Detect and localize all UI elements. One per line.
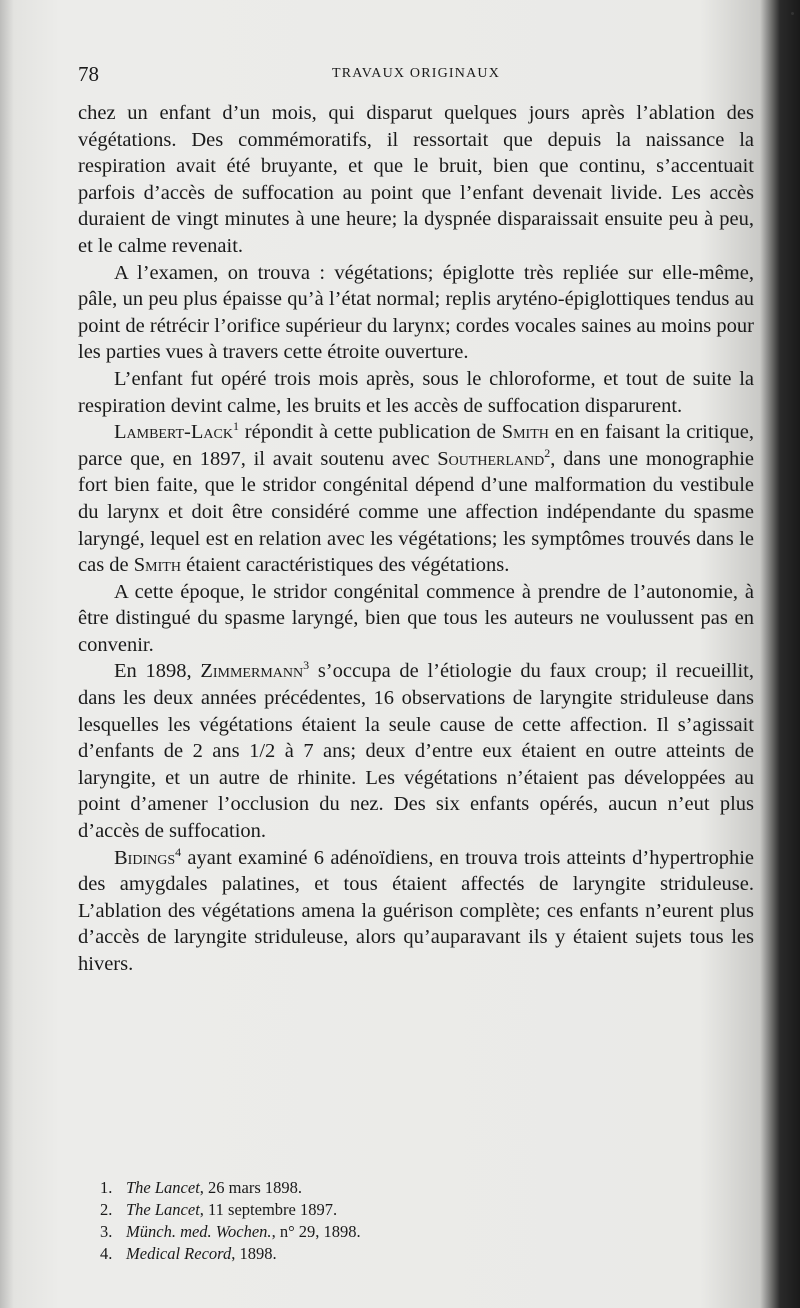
footnote-source: The Lancet xyxy=(126,1178,200,1197)
footnote-detail: , n° 29, 1898. xyxy=(271,1222,361,1241)
author-smith-2: Smith xyxy=(133,554,181,577)
running-head: TRAVAUX ORIGINAUX xyxy=(331,66,501,81)
footnote-number: 1. xyxy=(100,1178,113,1197)
ink-speck xyxy=(791,12,794,15)
author-zimmermann: Zimmermann xyxy=(200,660,304,683)
paragraph-4-text-c: , dans une monographie fort bien faite, que le stridor congénital dépend d’une malformation du vestibule du larynx et doit être considéré comme une affection indépendante du spasme laryngé, lequel est en relation avec les végétations; les symptômes trouvés dans le cas de xyxy=(78,447,755,577)
paragraph-4-text-d: étaient caractéristiques des végétations. xyxy=(180,554,510,577)
footnote-source: The Lancet xyxy=(126,1200,200,1219)
footnote-number: 3. xyxy=(100,1222,113,1241)
footnote-ref-1: 1 xyxy=(232,419,239,434)
footnote-number: 4. xyxy=(100,1244,113,1263)
paragraph-2: A l’examen, on trouva : végétations; épiglotte très repliée sur elle-même, pâle, un peu plus épaisse qu’à l’état normal; replis aryténo-épiglottiques tendus au point de rétrécir l’orifice supérieur du larynx; cordes vocales saines au moins pour les parties vues à travers cette étroite ouverture. xyxy=(78,261,754,364)
author-bidings: Bidings xyxy=(114,846,176,869)
paragraph-6 xyxy=(78,658,754,844)
body-text xyxy=(78,100,754,978)
footnotes xyxy=(100,1177,600,1265)
paragraph-7-text-a: ayant examiné 6 adénoïdiens, en trouva trois atteints d’hypertrophie des amygdales palatines, et tous étaient affectés de laryngite striduleuse. L’ablation des végétations amena la guérison complète; ces enfants n’eurent plus d’accès de laryngite striduleuse, alors qu’auparavant ils y étaient sujets tous les hivers. xyxy=(78,846,754,975)
footnote-ref-3: 3 xyxy=(303,658,310,673)
page-header xyxy=(78,58,754,92)
footnote-2 xyxy=(100,1199,600,1221)
paragraph-6-text-b: s’occupa de l’étiologie du faux croup; il recueillit, dans les deux années précédentes, 16 observations de laryngite striduleuse dans lesquelles les végétations étaient la seule cause de cette affection. Il s’agissait d’enfants de 2 ans 1/2 à 7 ans; deux d’entre eux étaient en outre atteints de laryngite, et un autre de rhinite. Les végétations n’étaient pas développées au point d’amener l’occlusion du nez. Des six enfants opérés, aucun n’eut plus d’accès de suffocation. xyxy=(78,660,754,843)
paragraph-6-text-a: En 1898, xyxy=(114,660,201,683)
paragraph-5: A cette époque, le stridor congénital commence à prendre de l’autonomie, à être distingué du spasme laryngé, bien que tous les auteurs ne voulussent pas en convenir. xyxy=(78,580,754,656)
paragraph-3: L’enfant fut opéré trois mois après, sous le chloroforme, et tout de suite la respiration devint calme, les bruits et les accès de suffocation disparurent. xyxy=(78,367,754,417)
author-smith: Smith xyxy=(501,421,549,444)
page-content xyxy=(78,58,754,978)
page-number: 78 xyxy=(78,62,99,86)
footnote-detail: , 26 mars 1898. xyxy=(199,1178,302,1197)
footnote-ref-4: 4 xyxy=(175,844,182,859)
footnote-detail: , 11 septembre 1897. xyxy=(199,1200,338,1219)
paragraph-1: chez un enfant d’un mois, qui disparut quelques jours après l’ablation des végétations. Des commémoratifs, il ressortait que depuis la naissance la respiration avait été bruyante, et que le bruit, bien que continu, s’accentuait parfois d’accès de suffocation au point que l’enfant devenait livide. Les accès duraient de vingt minutes à une heure; la dyspnée disparaissait ensuite peu à peu, et le calme revenait. xyxy=(78,102,754,257)
author-southerland: Southerland xyxy=(437,447,545,470)
footnote-source: Medical Record xyxy=(126,1244,232,1263)
paragraph-7 xyxy=(78,845,754,978)
footnote-1 xyxy=(100,1177,600,1199)
paragraph-4-text-a: répondit à cette publication de xyxy=(238,421,502,444)
paragraph-4 xyxy=(78,419,754,579)
footnote-3 xyxy=(100,1221,600,1243)
footnote-number: 2. xyxy=(100,1200,113,1219)
footnote-detail: , 1898. xyxy=(231,1244,277,1263)
paragraph-4-text-b: en en faisant la critique, parce que, en 1897, il avait soutenu avec xyxy=(78,421,754,470)
author-lambert-lack: Lambert-Lack xyxy=(114,421,233,444)
footnote-4 xyxy=(100,1243,600,1265)
footnote-source: Münch. med. Wochen. xyxy=(126,1222,272,1241)
footnote-ref-2: 2 xyxy=(544,445,551,460)
